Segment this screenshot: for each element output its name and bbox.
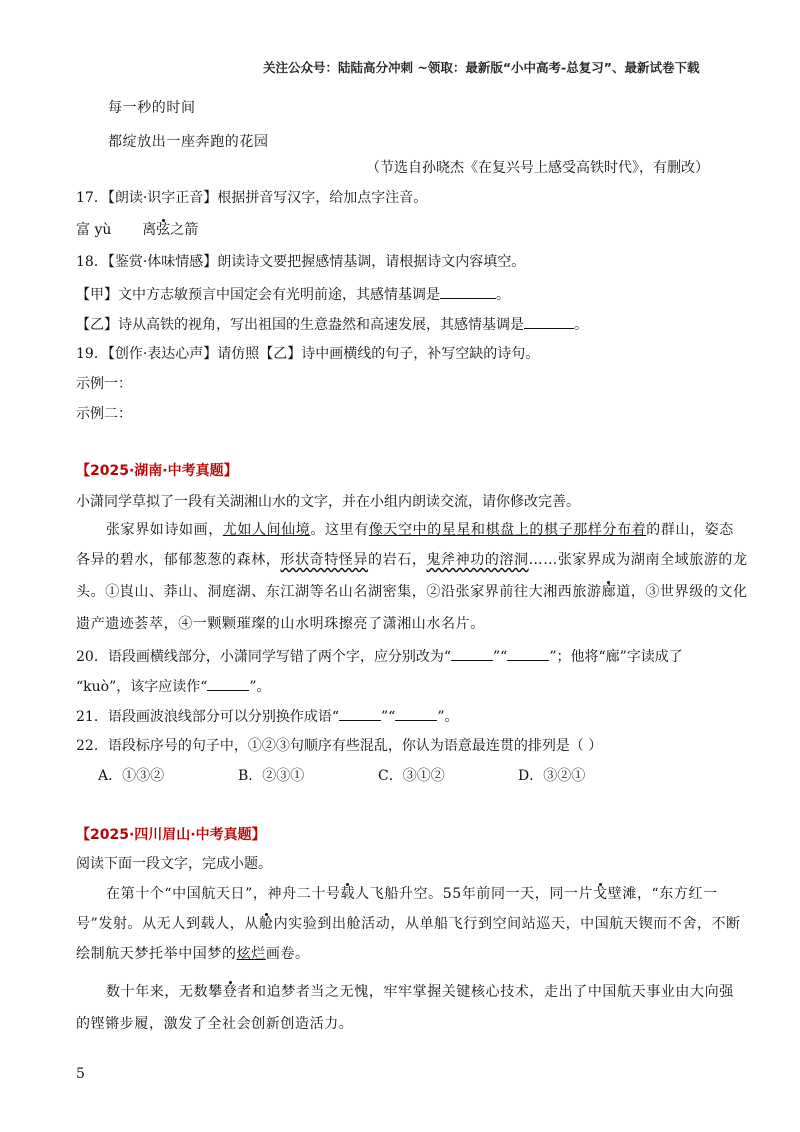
q18-a-blank[interactable] [440,284,496,299]
page-number: 5 [76,1066,85,1082]
q19-title: 19．【创作·表达心声】请仿照【乙】诗中画横线的句子，补写空缺的诗句。 [76,346,540,362]
q18-item-a: 【甲】文中方志敏预言中国定会有光明前途，其感情基调是 。 [76,284,510,305]
underlined-word: 炫烂 [236,946,266,962]
q19-example-1: 示例一： [76,376,132,392]
q21-blank-1[interactable] [339,706,381,721]
passage-line: 数十年来，无数攀登者和追梦者当之无愧，牢牢掌握关键核心技术，走出了中国航天事业由大向强 [106,984,734,1000]
underlined-phrase: 像天空中的星星和棋盘上的棋子那样分布着 [368,522,647,538]
q17-item-lixian: 离弦之箭 [142,222,199,238]
passage-line: 在第十个“中国航天日”，神舟二十号载人飞船升空。55年前同一天，同一片戈壁滩，“东方红一 [106,886,718,902]
page-header: 关注公众号：陆陆高分冲刺 ~领取：最新版“小中高考-总复习”、最新试卷下载 [263,60,700,75]
q21-blank-2[interactable] [395,706,437,721]
q17-item-fuyu: 富 yù [76,222,112,238]
option-b[interactable]: B．②③① [238,768,305,784]
option-a[interactable]: A．①③② [98,768,165,784]
poem-source: （节选自孙晓杰《在复兴号上感受高铁时代》，有删改） [366,160,709,176]
passage-line: 遗产遗迹荟萃，④一颗颗璀璨的山水明珠擦亮了潇湘山水名片。 [76,616,485,632]
q17-items [76,220,198,240]
q19-example-2: 示例二： [76,406,132,422]
section-intro: 阅读下面一段文字，完成小题。 [76,856,272,872]
q20-blank-3[interactable] [207,676,249,691]
passage-line: 绘制航天梦托举中国梦的炫烂画卷。 [76,946,310,962]
wavy-underlined-phrase: 鬼斧神功的溶洞 [426,552,529,568]
underlined-phrase: 尤如人间仙境 [222,522,311,538]
poem-line: 都绽放出一座奔跑的花园 [108,134,269,150]
passage-line: 张家界如诗如画，尤如人间仙境。这里有像天空中的星星和棋盘上的棋子那样分布着的群山，姿态 [106,522,734,538]
passage-line: 号”发射。从无人到载人，从舱内实验到出舱活动，从单船飞行到空间站巡天，中国航天锲而不舍，不断 [76,916,741,932]
passage-line: 的铿锵步履，激发了全社会创新创造活力。 [76,1016,354,1032]
passage-line: 头。①崀山、莽山、洞庭湖、东江湖等名山名湖密集，②沿张家界前往大湘西旅游廊道，③世界级的文化 [76,584,748,600]
option-c[interactable]: C．③①② [378,768,445,784]
q20-line: 20．语段画横线部分，小潇同学写错了两个字，应分别改为“ ”“ ”；他将“廊”字读成了 [76,646,683,667]
q18-item-b: 【乙】诗从高铁的视角，写出祖国的生意盎然和高速发展，其感情基调是 。 [76,314,588,335]
wavy-underlined-phrase: 形状奇特怪异 [280,552,369,568]
q22-title: 22．语段标序号的句子中，①②③句顺序有些混乱，你认为语意最连贯的排列是（ ） [76,738,603,754]
q20-blank-2[interactable] [507,646,549,661]
section-intro: 小潇同学草拟了一段有关湖湘山水的文字，并在小组内朗读交流，请你修改完善。 [76,494,580,510]
q20-blank-1[interactable] [451,646,493,661]
option-d[interactable]: D．③②① [518,768,586,784]
q18-title: 18．【鉴赏·体味情感】朗读诗文要把握感情基调，请根据诗文内容填空。 [76,254,526,270]
q20-line: “kuò”，该字应读作“ ”。 [76,676,271,697]
poem-line: 每一秒的时间 [108,100,196,116]
q22-options [98,766,658,786]
passage-line: 各异的碧水，郁郁葱葱的森林，形状奇特怪异的岩石，鬼斧神功的溶洞……张家界成为湖南全域旅游的龙 [76,552,748,568]
q18-b-blank[interactable] [524,314,574,329]
q17-title: 17．【朗读·识字正音】根据拼音写汉字，给加点字注音。 [76,190,428,206]
section-tag-hunan: 【2025·湖南·中考真题】 [76,463,238,479]
section-tag-meishan: 【2025·四川眉山·中考真题】 [76,827,266,843]
q21-line: 21．语段画波浪线部分可以分别换作成语“ ”“ ”。 [76,706,458,727]
